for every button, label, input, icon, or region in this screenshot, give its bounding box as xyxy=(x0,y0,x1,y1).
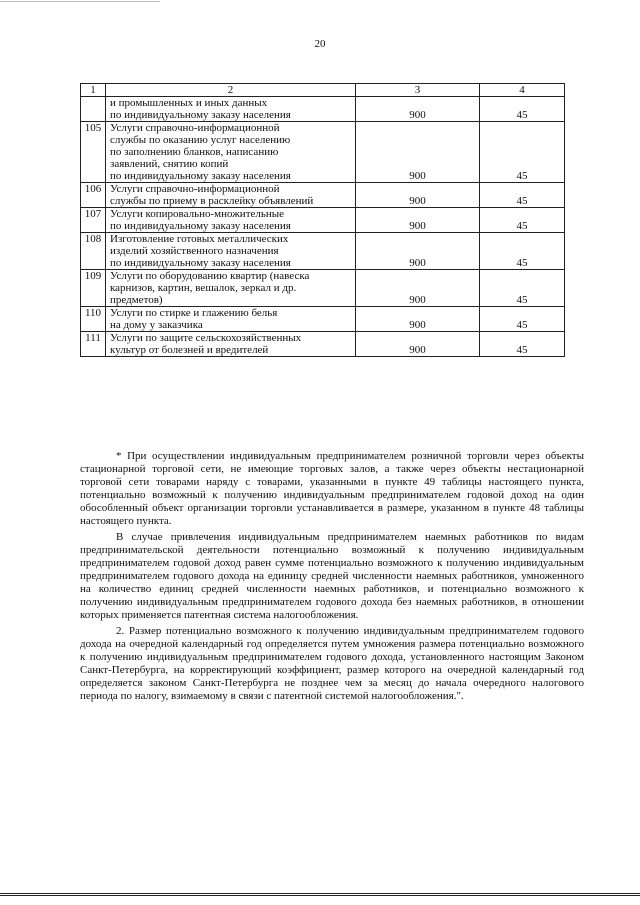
service-line: Изготовление готовых металлических xyxy=(110,233,289,245)
row-number: 106 xyxy=(81,183,106,208)
service-name xyxy=(106,233,356,270)
service-line: по индивидуальному заказу населения xyxy=(110,220,291,232)
row-number: 108 xyxy=(81,233,106,270)
col3-value: 900 xyxy=(356,332,480,357)
service-line: по индивидуальному заказу населения xyxy=(110,109,291,121)
service-line: Услуги по оборудованию квартир (навеска xyxy=(110,270,310,282)
row-number: 111 xyxy=(81,332,106,357)
table-header-row xyxy=(81,84,565,97)
service-name xyxy=(106,307,356,332)
service-line: карнизов, картин, вешалок, зеркал и др. xyxy=(110,282,297,294)
header-col-1: 1 xyxy=(81,84,106,97)
table-row xyxy=(81,97,565,122)
footnote-paragraph: * При осуществлении индивидуальным предпринимателем розничной торговли через объекты стационарной торговой сети, не имеющие торговых залов, а также через объекты нестационарной торговой сети товарами наряду с товарами, указанными в пункте 49 таблицы настоящего пункта, потенциально возможный к получению индивидуальным предпринимателем годовой доход на один обособленный объект организации торговли устанавливается в размере, указанном в пункте 48 таблицы настоящего пункта. xyxy=(80,450,584,527)
service-name xyxy=(106,332,356,357)
col3-value: 900 xyxy=(356,208,480,233)
table-row xyxy=(81,332,565,357)
service-line: службы по оказанию услуг населению xyxy=(110,134,291,146)
table-row xyxy=(81,233,565,270)
service-line: по индивидуальному заказу населения xyxy=(110,170,291,182)
page-number: 20 xyxy=(314,38,326,50)
service-line: Услуги справочно-информационной xyxy=(110,122,280,134)
service-name xyxy=(106,97,356,122)
col3-value: 900 xyxy=(356,183,480,208)
services-table xyxy=(80,83,565,357)
service-name xyxy=(106,122,356,183)
col4-value: 45 xyxy=(479,307,564,332)
row-number: 110 xyxy=(81,307,106,332)
col3-value: 900 xyxy=(356,97,480,122)
service-name xyxy=(106,270,356,307)
header-col-3: 3 xyxy=(356,84,480,97)
service-line: Услуги копировально-множительные xyxy=(110,208,285,220)
service-line: Услуги по защите сельскохозяйственных xyxy=(110,332,302,344)
table-row xyxy=(81,307,565,332)
table-row xyxy=(81,183,565,208)
hired-workers-paragraph: В случае привлечения индивидуальным предпринимателем наемных работников по видам предпринимательской деятельности потенциально возможный к получению индивидуальным предпринимателем годовой доход равен сумме потенциально возможного к получению индивидуальным предпринимателем годового дохода на единицу средней численности наемных работников, умноженного на количество единиц средней численности наемных работников, и потенциально возможного к получению индивидуальным предпринимателем годового дохода без наемных работников, в отношении которых применяется патентная система налогообложения. xyxy=(80,531,584,621)
col4-value: 45 xyxy=(479,270,564,307)
col4-value: 45 xyxy=(479,183,564,208)
service-line: культур от болезней и вредителей xyxy=(110,344,269,356)
scan-bottom-line xyxy=(0,893,640,896)
service-line: и промышленных и иных данных xyxy=(110,97,268,109)
service-line: по индивидуальному заказу населения xyxy=(110,257,291,269)
header-col-2: 2 xyxy=(106,84,356,97)
service-line: заявлений, снятию копий xyxy=(110,158,229,170)
body-text xyxy=(80,450,584,706)
clause-2-paragraph: 2. Размер потенциально возможного к получению индивидуальным предпринимателем годового дохода на очередной календарный год определяется путем умножения размера потенциально возможного к получению индивидуальным предпринимателем годового дохода, установленного настоящим Законом Санкт-Петербурга, на корректирующий коэффициент, размер которого на очередной календарный год определяется законом Санкт-Петербурга не позднее чем за месяц до начала очередного налогового периода по налогу, взимаемому в связи с патентной системой налогообложения.". xyxy=(80,625,584,702)
table-row xyxy=(81,208,565,233)
col4-value: 45 xyxy=(479,122,564,183)
service-line: по заполнению бланков, написанию xyxy=(110,146,279,158)
row-number xyxy=(81,97,106,122)
col3-value: 900 xyxy=(356,233,480,270)
col3-value: 900 xyxy=(356,122,480,183)
service-line: предметов) xyxy=(110,294,163,306)
col4-value: 45 xyxy=(479,332,564,357)
table-row xyxy=(81,122,565,183)
row-number: 107 xyxy=(81,208,106,233)
col4-value: 45 xyxy=(479,97,564,122)
table-row xyxy=(81,270,565,307)
service-line: Услуги по стирке и глажению белья xyxy=(110,307,278,319)
scan-top-line xyxy=(0,1,160,2)
service-line: Услуги справочно-информационной xyxy=(110,183,280,195)
service-line: службы по приему в расклейку объявлений xyxy=(110,195,314,207)
header-col-4: 4 xyxy=(479,84,564,97)
service-line: изделий хозяйственного назначения xyxy=(110,245,279,257)
col3-value: 900 xyxy=(356,307,480,332)
service-line: на дому у заказчика xyxy=(110,319,203,331)
col4-value: 45 xyxy=(479,208,564,233)
col3-value: 900 xyxy=(356,270,480,307)
col4-value: 45 xyxy=(479,233,564,270)
row-number: 105 xyxy=(81,122,106,183)
row-number: 109 xyxy=(81,270,106,307)
service-name xyxy=(106,208,356,233)
service-name xyxy=(106,183,356,208)
